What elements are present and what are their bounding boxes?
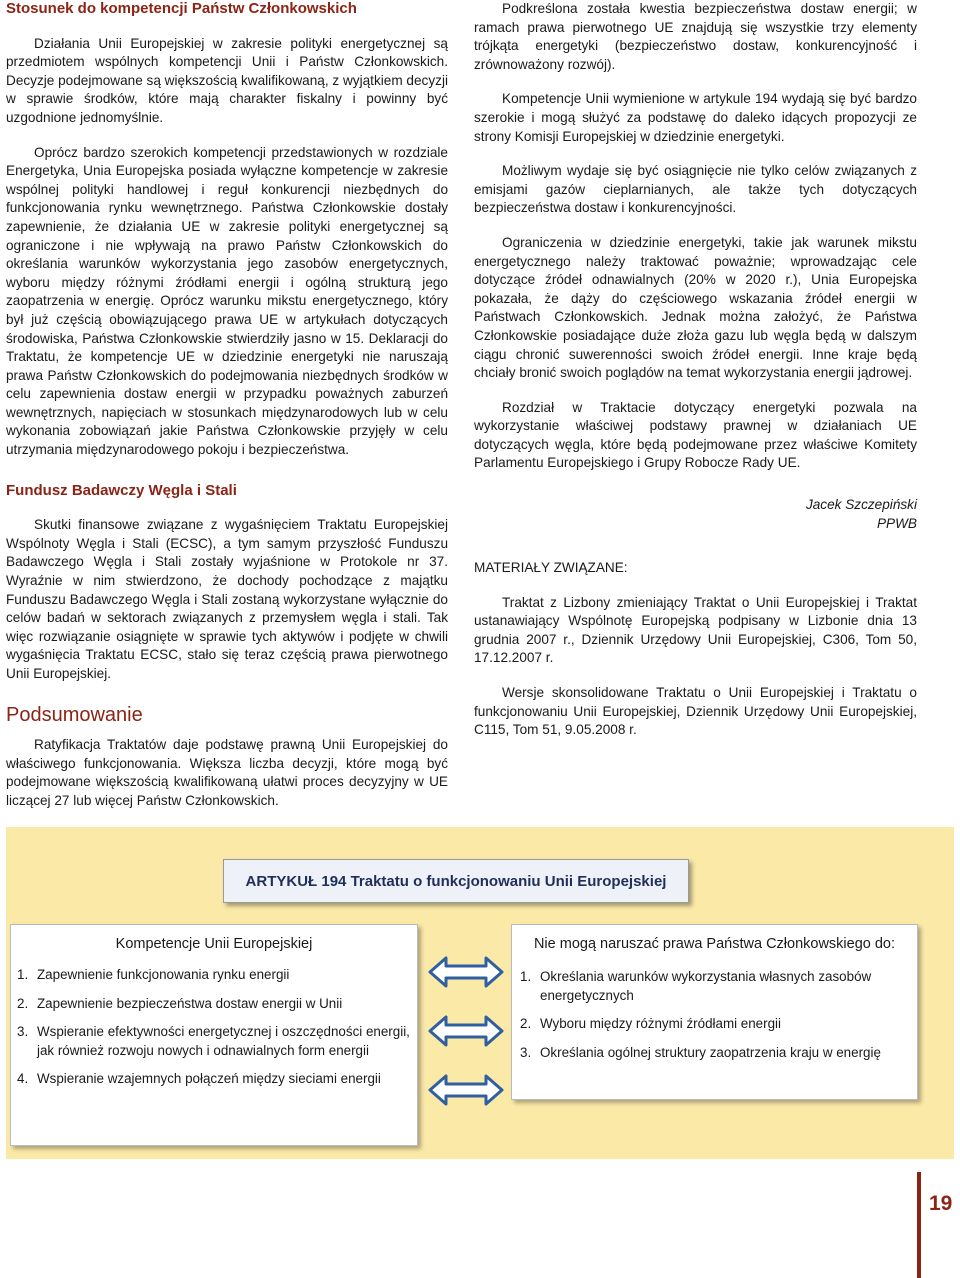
right-column (474, 0, 917, 756)
paragraph: Oprócz bardzo szerokich kompetencji przedstawionych w rozdziale Energetyka, Unia Europejska posiada wyłączne kompetencje w zakresie wspólnej polityki handlowej i reguł konkurencji niezbędnych do funkcjonowania rynku wewnętrznego. Państwa Członkowskie dostały zapewnienie, że działania UE w zakresie polityki energetycznej są ograniczone i nie wpływają na prawo Państw Członkowskich do określania warunków wykorzystania jego zasobów energetycznych, wyboru między różnymi źródłami energii i ogólną strukturą jego zaopatrzenia w energię. Oprócz warunku mikstu energetycznego, który był już częścią obowiązującego prawa UE w artykułach dotyczących środowiska, Państwa Członkowskie stwierdziły jasno w 15. Deklaracji do Traktatu, że kompetencje UE w dziedzinie energetyki nie naruszają prawa Państw Członkowskich do podejmowania niezbędnych środków w celu zapewnienia dostaw energii w przypadku poważnych zaburzeń wewnętrznych, napięciach w stosunkach międzynarodowych lub w celu wykonania zobowiązań jakie Państwa Członkowskie przyjęły w celu utrzymania międzynarodowego pokoju i bezpieczeństwa. (6, 144, 448, 458)
list-item (11, 1070, 417, 1089)
member-state-rights-list (512, 954, 917, 1062)
item-text: Wspieranie wzajemnych połączeń między sieciami energii (37, 1071, 381, 1087)
item-text: Zapewnienie funkcjonowania rynku energii (37, 967, 290, 982)
eu-competences-heading: Kompetencje Unii Europejskiej (115, 936, 313, 952)
item-text: Określania ogólnej struktury zaopatrzenia kraju w energię (540, 1044, 881, 1060)
item-number: 1. (17, 967, 29, 982)
member-state-rights-box (511, 924, 918, 1100)
related-material-item: Traktat z Lizbony zmieniający Traktat o Unii Europejskiej i Traktat ustanawiający Wspólnotę Europejską podpisany w Lizbonie dnia 13 grudnia 2007 r., Dziennik Urzędowy Unii Europejskiej, C306, Tom 50, 17.12.2007 r. (474, 594, 917, 666)
paragraph: Rozdział w Traktacie dotyczący energetyki pozwala na wykorzystanie właściwej podstawy prawnej w działaniach UE dotyczących węgla, które będą podejmowane przez właściwe Komitety Parlamentu Europejskiego i Grupy Robocze Rady UE. (474, 399, 917, 471)
list-item (11, 995, 417, 1014)
item-number: 4. (17, 1071, 29, 1087)
paragraph: Możliwym wydaje się być osiągnięcie nie tylko celów związanych z emisjami gazów cieplarnianych, ale także tych dotyczących bezpieczeństwa dostaw i konkurencyjności. (474, 163, 917, 216)
list-item (11, 966, 417, 985)
author-organization: PPWB (876, 516, 917, 532)
paragraph: Ograniczenia w dziedzinie energetyki, takie jak warunek mikstu energetycznego należy traktować poważnie; wprowadzając cele dotyczące źródeł odnawialnych (20% w 2020 r.), Unia Europejska pokazała, że dąży do częściowego wskazania źródeł energii w Państwach Członkowskich. Jednak można założyć, że Państwa Członkowskie posiadające duże złoża gazu lub węgla będą w dalszym ciągu chronić suwerenności swoich źródeł energii. Inne kraje będą chciały bronić swoich poglądów na temat wykorzystania energii jądrowej. (474, 234, 917, 381)
item-text: Wyboru między różnymi źródłami energii (540, 1016, 781, 1032)
double-arrow-icon (430, 1017, 502, 1045)
author-name: Jacek Szczepiński (805, 497, 917, 513)
left-column (6, 0, 448, 827)
paragraph: Działania Unii Europejskiej w zakresie polityki energetycznej są przedmiotem wspólnych kompetencji Unii i Państw Członkowskich. Decyzje podejmowane są większością kwalifikowaną, z wyjątkiem decyzji w sprawie środków, które mają charakter fiskalny i powinny być uzgodnione jednomyślnie. (6, 35, 448, 125)
related-material-item: Wersje skonsolidowane Traktatu o Unii Europejskiej i Traktatu o funkcjonowaniu Unii Europejskiej, Dziennik Urzędowy Unii Europejskiej, C115, Tom 51, 9.05.2008 r. (474, 685, 917, 738)
item-number: 1. (520, 969, 532, 984)
list-item (514, 1015, 917, 1034)
eu-competences-list (11, 954, 417, 1089)
list-item (514, 1044, 917, 1063)
diagram-title: ARTYKUŁ 194 Traktatu o funkcjonowaniu Unii Europejskiej (223, 859, 689, 903)
item-number: 2. (17, 995, 29, 1011)
paragraph: Kompetencje Unii wymienione w artykule 194 wydają się być bardzo szerokie i mogą służyć za podstawę do daleko idących propozycji ze strony Komisji Europejskiej w dziedzinie energetyki. (474, 91, 917, 144)
page-number: 19 (929, 1192, 953, 1215)
item-number: 2. (520, 1016, 532, 1032)
paragraph: Skutki finansowe związane z wygaśnięciem Traktatu Europejskiej Wspólnoty Węgla i Stali (ECSC), a tym samym przyszłość Funduszu Badawczego Węgla i Stali zostały wyjaśnione w Protokole nr 37. Wyraźnie w nim stwierdzono, że dochody pochodzące z majątku Funduszu Badawczego Węgla i Stali zostaną wykorzystane wyłącznie do celów badań w sektorach związanych z przemysłem węgla i stali. Tak więc rozwiązanie osiągnięte w sprawie tych aktywów i podjęte w chwili wygaśnięcia Traktatu ECSC, stało się teraz częścią prawa pierwotnego Unii Europejskiej. (6, 517, 448, 681)
item-number: 3. (17, 1024, 29, 1040)
section-heading-research-fund: Fundusz Badawczy Węgla i Stali (6, 481, 237, 499)
list-item (514, 968, 917, 1005)
section-heading-competences: Stosunek do kompetencji Państw Członkowskich (6, 0, 357, 17)
paragraph: Podkreślona została kwestia bezpieczeństwa dostaw energii; w ramach prawa pierwotnego UE znajdują się wszystkie trzy elementy trójkąta energetyki (bezpieczeństwo dostaw, konkurencyjność i zrównoważony rozwój). (474, 1, 917, 72)
section-heading-summary: Podsumowanie (6, 703, 143, 726)
double-arrow-icon (430, 1076, 502, 1104)
item-text: Zapewnienie bezpieczeństwa dostaw energii w Unii (37, 995, 343, 1011)
item-number: 3. (520, 1044, 532, 1060)
author-signature (474, 495, 917, 533)
double-arrows (428, 956, 504, 1106)
item-text: Wspieranie efektywności energetycznej i oszczędności energii, jak również rozwoju nowych i odnawialnych form energii (37, 1024, 410, 1058)
list-item (11, 1023, 417, 1060)
eu-competences-box (10, 924, 418, 1146)
related-materials-label: MATERIAŁY ZWIĄZANE: (474, 560, 628, 576)
double-arrow-icon (430, 958, 502, 986)
member-state-rights-heading: Nie mogą naruszać prawa Państwa Członkowskiego do: (533, 936, 896, 952)
paragraph: Ratyfikacja Traktatów daje podstawę prawną Unii Europejskiej do właściwego funkcjonowania. Większa liczba decyzji, które mogą być podejmowane większością kwalifikowaną ułatwi proces decyzyjny w UE liczącej 27 lub więcej Państw Członkowskich. (6, 737, 448, 808)
page-number-rule (917, 1172, 921, 1278)
item-text: Określania warunków wykorzystania własnych zasobów energetycznych (540, 969, 872, 1003)
